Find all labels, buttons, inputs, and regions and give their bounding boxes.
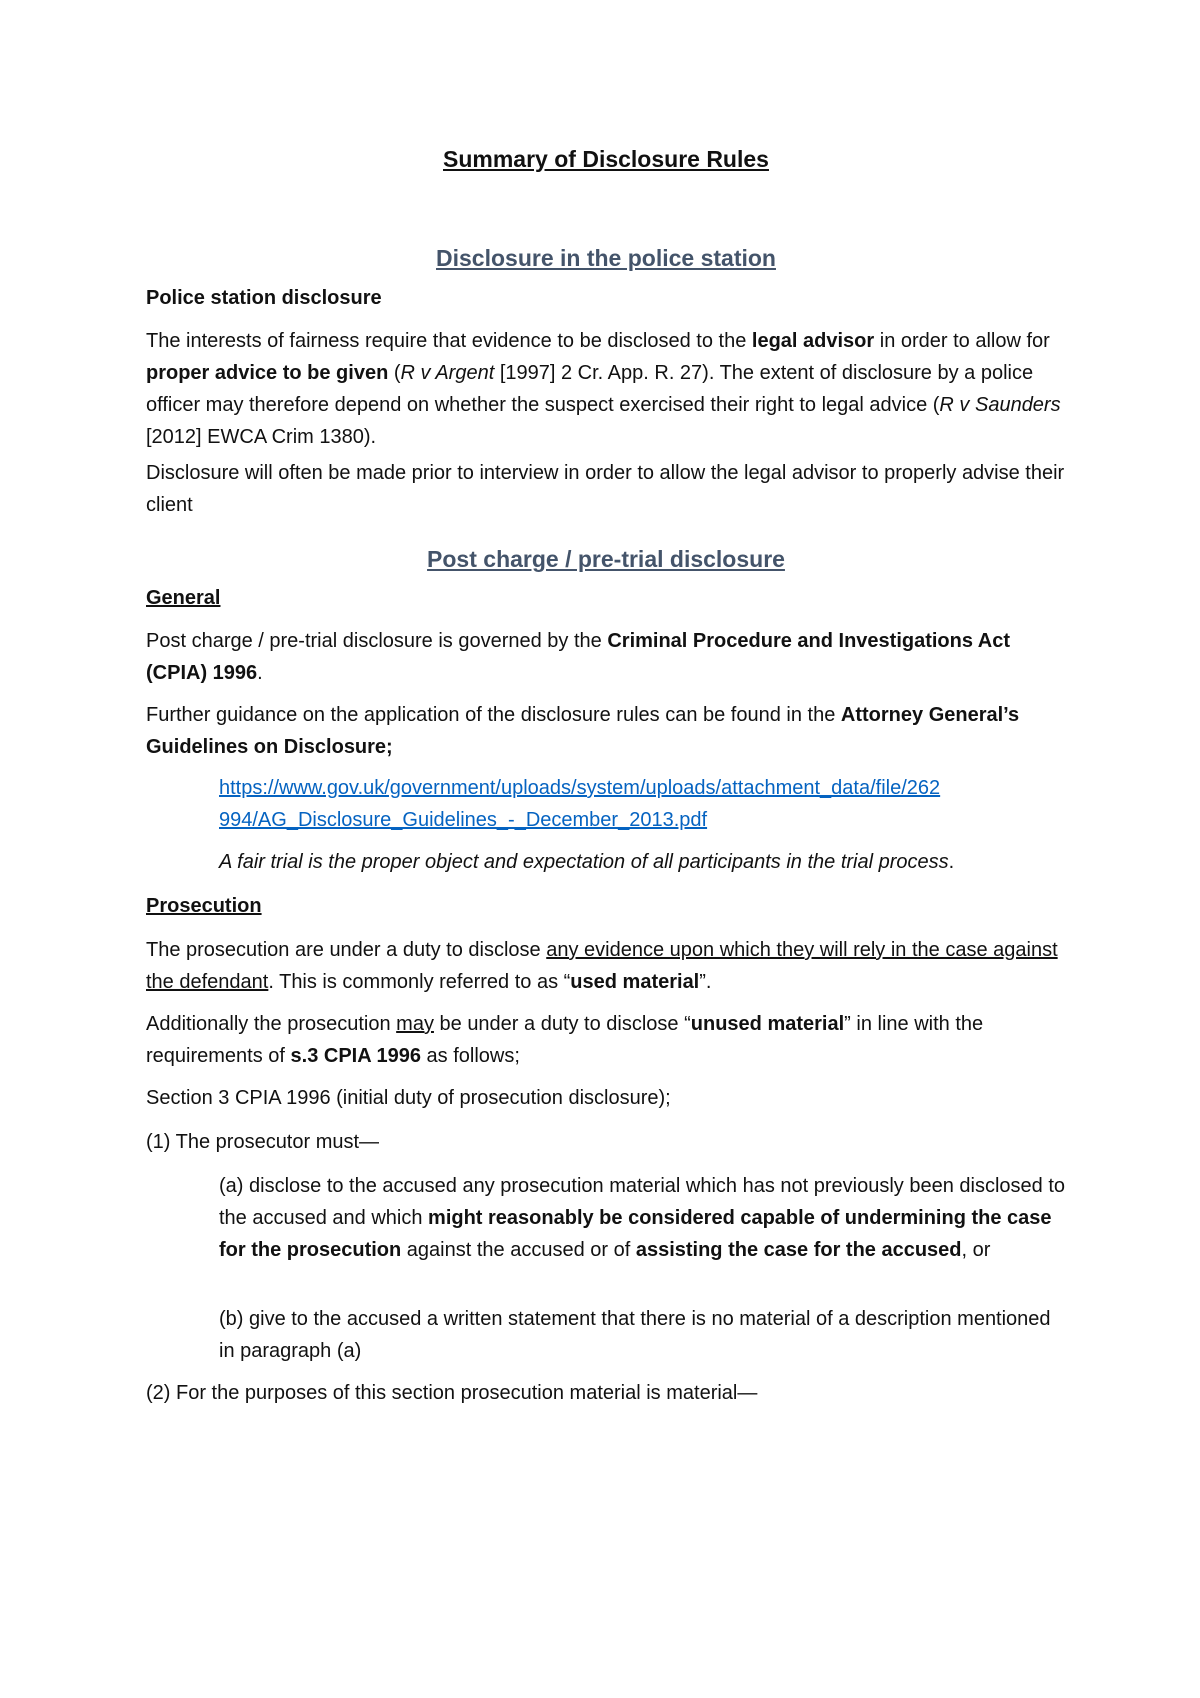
subheading-police-station-disclosure: Police station disclosure [146, 287, 382, 309]
clause-1-heading: (1) The prosecutor must— [146, 1131, 380, 1153]
paragraph-cpia: Post charge / pre-trial disclosure is governed by the Criminal Procedure and Investigations Act (CPIA) 1996. [146, 630, 1011, 684]
document-title: Summary of Disclosure Rules [443, 146, 769, 172]
subheading-prosecution: Prosecution [146, 895, 262, 917]
clause-1-a: (a) disclose to the accused any prosecution material which has not previously been disclosed to the accused and which might reasonably be considered capable of undermining the case for the prosecution against the accused or of assisting the case for the accused, or [219, 1175, 1066, 1261]
section-heading-post-charge: Post charge / pre-trial disclosure [427, 546, 785, 572]
guidelines-link[interactable] [219, 772, 1069, 836]
paragraph-further-guidance: Further guidance on the application of the disclosure rules can be found in the Attorney General’s Guidelines on Disclosure; [146, 704, 1020, 758]
paragraph-section-3: Section 3 CPIA 1996 (initial duty of prosecution disclosure); [146, 1087, 671, 1109]
clause-2-heading: (2) For the purposes of this section prosecution material is material— [146, 1382, 758, 1404]
fair-trial-quote: A fair trial is the proper object and expectation of all participants in the trial process. [219, 851, 955, 873]
paragraph-used-material: The prosecution are under a duty to disclose any evidence upon which they will rely in the case against the defendant. This is commonly referred to as “used material”. [146, 939, 1058, 993]
paragraph-prior-interview: Disclosure will often be made prior to interview in order to allow the legal advisor to properly advise their client [146, 462, 1065, 516]
clause-1-b: (b) give to the accused a written statement that there is no material of a description mentioned in paragraph (a) [219, 1308, 1051, 1362]
guidelines-link-line-1[interactable]: https://www.gov.uk/government/uploads/system/uploads/attachment_data/file/262 [219, 777, 941, 799]
section-heading-police-station: Disclosure in the police station [436, 245, 776, 271]
guidelines-link-line-2[interactable]: 994/AG_Disclosure_Guidelines_-_December_2013.pdf [219, 809, 708, 831]
subheading-general: General [146, 587, 221, 609]
paragraph-fairness: The interests of fairness require that evidence to be disclosed to the legal advisor in order to allow for proper advice to be given (R v Argent [1997] 2 Cr. App. R. 27). The extent of disclosure by a police officer may therefore depend on whether the suspect exercised their right to legal advice (R v Saunders [2012] EWCA Crim 1380). [146, 330, 1061, 448]
paragraph-unused-material: Additionally the prosecution may be under a duty to disclose “unused material” in line with the requirements of s.3 CPIA 1996 as follows; [146, 1013, 984, 1067]
